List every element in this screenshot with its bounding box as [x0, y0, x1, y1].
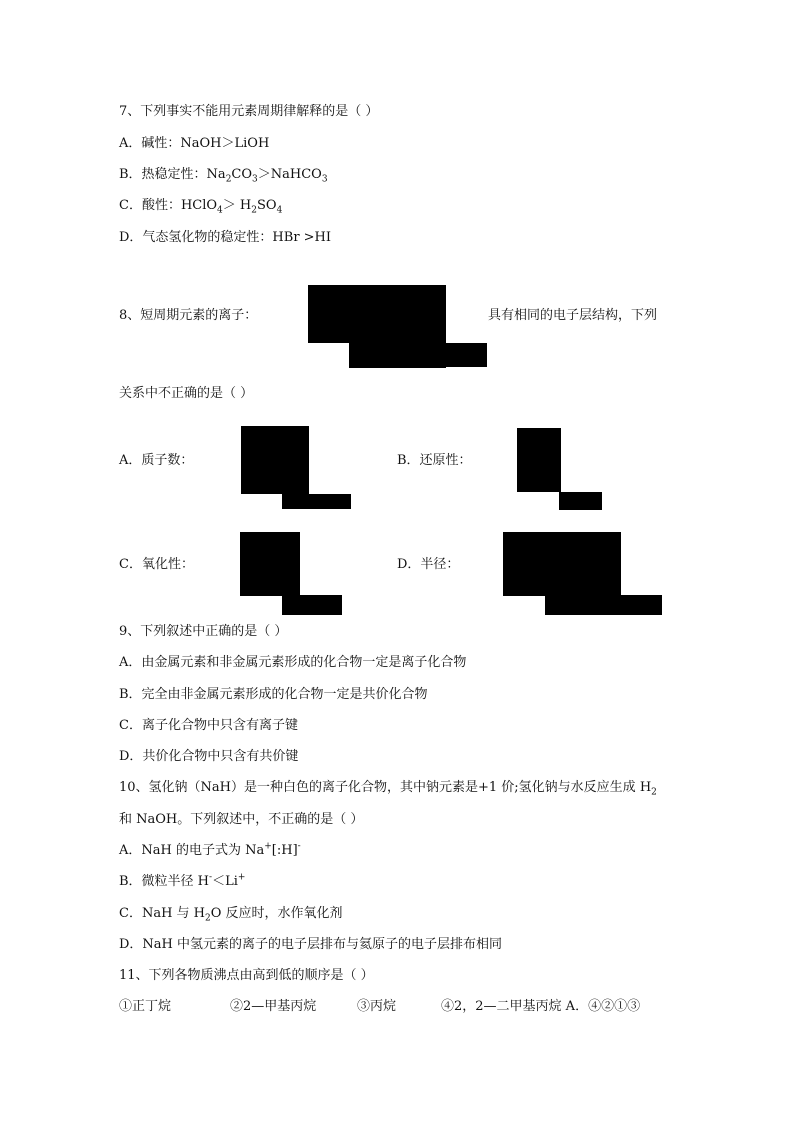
q8-option-a-formula-image	[241, 426, 309, 494]
q7-option-c: C．酸性：HClO$_4$＞ $H_2SO_4$	[119, 198, 283, 216]
q11-item-4-and-option-a: ④2，2—二甲基丙烷 A．④②①③	[441, 999, 641, 1014]
q8-ion-formula-image	[308, 285, 446, 343]
q10-option-b: B．微粒半径 H-＜Li+	[119, 872, 246, 889]
q10-stem-continued: 和 NaOH。下列叙述中，不正确的是（ ）	[119, 812, 364, 827]
q10-stem: 10、氢化钠（NaH）是一种白色的离子化合物，其中钠元素是+1 价;氢化钠与水反应生成 $H_2$	[119, 780, 657, 798]
q7-stem: 7、下列事实不能用元素周期律解释的是（ ）	[119, 104, 379, 119]
q8-option-a: A．质子数：	[119, 453, 194, 468]
q9-option-a: A．由金属元素和非金属元素形成的化合物一定是离子化合物	[119, 655, 467, 670]
q11-stem: 11、下列各物质沸点由高到低的顺序是（ ）	[119, 968, 374, 983]
q10-option-d: D．NaH 中氢元素的离子的电子层排布与氦原子的电子层排布相同	[119, 937, 503, 952]
q11-item-3: ③丙烷	[357, 999, 397, 1014]
q9-option-c: C．离子化合物中只含有离子键	[119, 718, 298, 733]
q8-option-b-formula-image	[517, 428, 561, 492]
q8-option-b: B．还原性：	[397, 453, 472, 468]
q8-option-b-formula-image-part	[559, 492, 602, 510]
q10-option-c: C．NaH 与 $H_2O$ 反应时，水作氧化剂	[119, 906, 343, 924]
q8-option-d-formula-image-part	[622, 595, 662, 615]
q8-option-c: C．氧化性：	[119, 557, 194, 572]
q10-option-a: A．NaH 的电子式为 Na+[:H]-	[119, 841, 301, 858]
q8-stem-left: 8、短周期元素的离子：	[119, 308, 258, 323]
q9-option-d: D．共价化合物中只含有共价键	[119, 749, 299, 764]
q8-option-c-formula-image-part	[282, 595, 300, 615]
q9-stem: 9、下列叙述中正确的是（ ）	[119, 624, 288, 639]
q8-stem-right: 具有相同的电子层结构，下列	[488, 308, 658, 323]
q9-option-b: B．完全由非金属元素形成的化合物一定是共价化合物	[119, 687, 428, 702]
q11-item-1: ①正丁烷	[119, 999, 172, 1014]
q7-option-d: D．气态氢化物的稳定性：HBr >HI	[119, 230, 332, 245]
q8-option-a-formula-image-part	[309, 494, 351, 509]
q8-option-d: D．半径：	[397, 557, 460, 572]
q7-option-b: B．热稳定性：$Na_2CO_3>NaHCO_3$	[119, 167, 328, 185]
q8-option-c-formula-image-part	[300, 595, 342, 615]
q8-option-d-formula-image-part	[545, 595, 622, 615]
q11-item-2: ②2—甲基丙烷	[230, 999, 317, 1014]
q8-option-a-formula-image-part	[282, 494, 309, 509]
q8-option-d-formula-image	[503, 532, 621, 596]
q8-stem-continued: 关系中不正确的是（ ）	[119, 386, 254, 401]
q8-ion-formula-image-part	[446, 343, 487, 367]
q8-option-c-formula-image	[240, 532, 300, 596]
q7-option-a: A．碱性：NaOH＞LiOH	[119, 136, 270, 151]
q8-ion-formula-image-part	[349, 340, 446, 368]
